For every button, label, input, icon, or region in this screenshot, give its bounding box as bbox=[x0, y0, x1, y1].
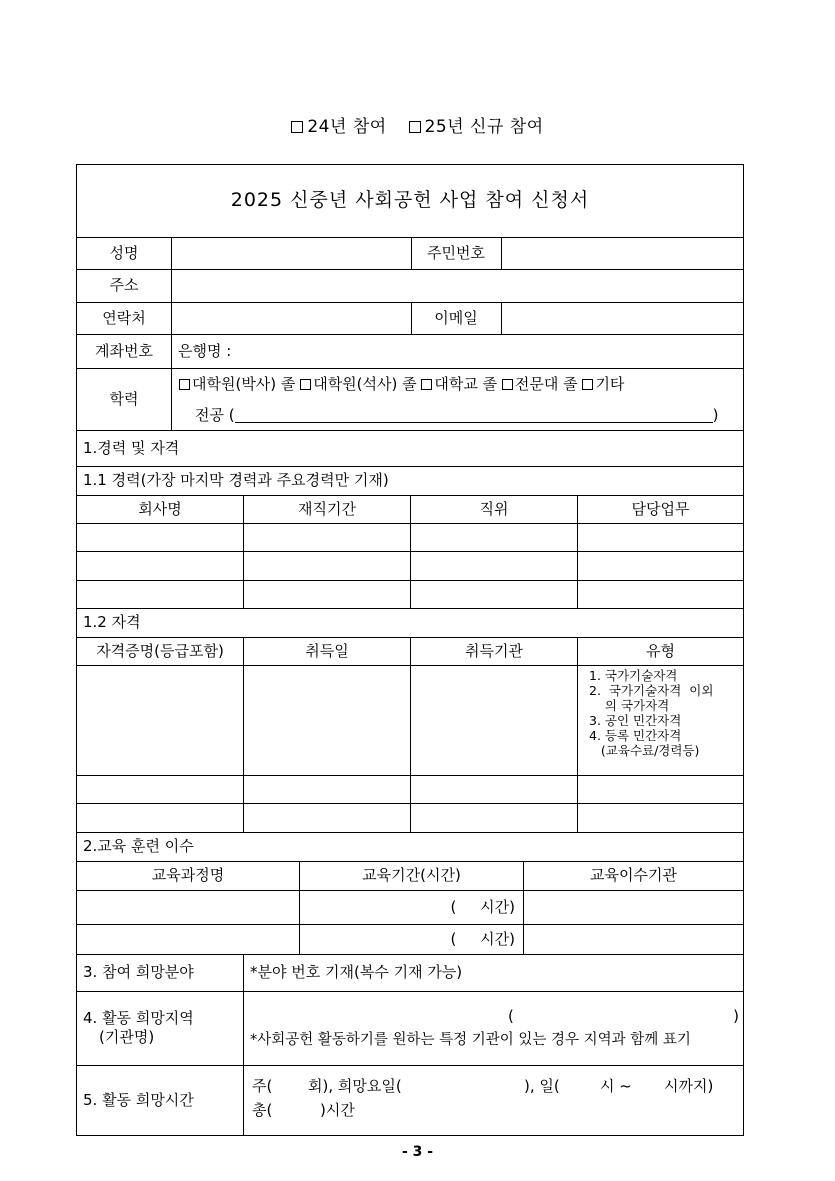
option-2024[interactable] bbox=[291, 112, 386, 137]
participation-options bbox=[0, 112, 835, 137]
contact-field[interactable] bbox=[172, 303, 411, 334]
email-label: 이메일 bbox=[434, 308, 478, 327]
time-from-label: 시 ~ bbox=[600, 1077, 632, 1095]
career-row[interactable] bbox=[77, 581, 743, 608]
time-total-open: 총( bbox=[252, 1101, 273, 1119]
edu-header-institute: 교육이수기관 bbox=[590, 866, 677, 885]
time-days-label: 회), 희망요일( bbox=[308, 1077, 402, 1095]
form-title: 2025 신중년 사회공헌 사업 참여 신청서 bbox=[230, 189, 590, 212]
type-item: 4. 등록 민간자격 bbox=[589, 728, 682, 743]
qual-header-date: 취득일 bbox=[305, 641, 349, 660]
qual-header-type: 유형 bbox=[646, 641, 675, 660]
qualification-type-list bbox=[589, 668, 739, 758]
region-note: *사회공헌 활동하기를 원하는 특정 기관이 있는 경우 지역과 함께 표기 bbox=[250, 1032, 691, 1048]
career-header-position: 직위 bbox=[479, 499, 509, 518]
desired-field-input[interactable]: *분야 번호 기재(복수 기재 가능) bbox=[250, 963, 463, 982]
desired-time-input[interactable] bbox=[244, 1065, 743, 1135]
page-number: - 3 - bbox=[401, 1144, 434, 1160]
account-label: 계좌번호 bbox=[95, 341, 153, 360]
address-field[interactable] bbox=[172, 270, 743, 302]
checkbox-icon[interactable] bbox=[291, 121, 303, 133]
edu-institute-field[interactable] bbox=[524, 925, 743, 954]
qual-header-issuer: 취득기관 bbox=[465, 641, 523, 660]
section1-title: 1.경력 및 자격 bbox=[83, 438, 180, 457]
career-title: 1.1 경력(가장 마지막 경력과 주요경력만 기재) bbox=[83, 471, 389, 490]
edu-option-university[interactable]: 대학교 졸 bbox=[421, 375, 497, 394]
qualification-row[interactable] bbox=[77, 666, 577, 775]
edu-header-period: 교육기간(시간) bbox=[362, 866, 461, 885]
type-item: 2. 국가기술자격 이외 bbox=[589, 683, 714, 698]
application-form bbox=[76, 164, 744, 1136]
type-item: (교육수료/경력등) bbox=[589, 743, 700, 758]
type-item: 3. 공인 민간자격 bbox=[589, 713, 682, 728]
qual-header-name: 자격증명(등급포함) bbox=[96, 641, 224, 660]
region-paren-close: ) bbox=[733, 1007, 739, 1025]
edu-institute-field[interactable] bbox=[524, 891, 743, 924]
name-label: 성명 bbox=[109, 243, 139, 262]
address-label: 주소 bbox=[109, 276, 139, 295]
email-field[interactable] bbox=[502, 303, 743, 334]
qualification-row[interactable] bbox=[77, 776, 743, 803]
time-total-close: )시간 bbox=[320, 1101, 355, 1119]
qualification-title: 1.2 자격 bbox=[83, 613, 141, 632]
education-label: 학력 bbox=[109, 389, 139, 408]
checkbox-icon[interactable] bbox=[300, 379, 311, 390]
edu-option-other[interactable]: 기타 bbox=[582, 375, 624, 394]
option-2025-label: 25년 신규 참여 bbox=[424, 117, 544, 137]
section5-label: 5. 활동 희망시간 bbox=[83, 1090, 194, 1109]
career-header-company: 회사명 bbox=[138, 499, 182, 518]
section4-label-line1: 4. 활동 희망지역 bbox=[83, 1009, 194, 1028]
option-2024-label: 24년 참여 bbox=[307, 117, 387, 137]
option-2025[interactable] bbox=[409, 112, 544, 137]
checkbox-icon[interactable] bbox=[179, 379, 190, 390]
career-row[interactable] bbox=[77, 524, 743, 551]
type-item: 의 국가자격 bbox=[589, 698, 670, 713]
id-number-field[interactable] bbox=[502, 238, 743, 269]
edu-option-phd[interactable]: 대학원(박사) 졸 bbox=[179, 375, 295, 394]
career-header-period: 재직기간 bbox=[298, 499, 356, 518]
career-row[interactable] bbox=[77, 552, 743, 580]
time-until-label: 시까지) bbox=[664, 1077, 714, 1095]
name-field[interactable] bbox=[172, 238, 411, 269]
edu-option-masters[interactable]: 대학원(석사) 졸 bbox=[300, 375, 416, 394]
checkbox-icon[interactable] bbox=[409, 121, 421, 133]
checkbox-icon[interactable] bbox=[502, 379, 513, 390]
education-options bbox=[179, 369, 743, 400]
desired-region-input[interactable] bbox=[244, 991, 743, 1065]
edu-header-course: 교육과정명 bbox=[151, 866, 225, 885]
edu-course-field[interactable] bbox=[77, 891, 299, 924]
career-header-duty: 담당업무 bbox=[631, 499, 690, 518]
time-hour-open: ), 일( bbox=[524, 1077, 560, 1095]
section4-label bbox=[77, 991, 243, 1065]
section4-label-line2: (기관명) bbox=[99, 1028, 155, 1046]
edu-hours-field[interactable]: ( 시간) bbox=[450, 898, 515, 917]
contact-label: 연락처 bbox=[102, 308, 146, 327]
checkbox-icon[interactable] bbox=[582, 379, 593, 390]
major-row bbox=[195, 400, 740, 430]
qualification-row[interactable] bbox=[77, 804, 743, 832]
section2-title: 2.교육 훈련 이수 bbox=[83, 837, 194, 856]
major-close: ) bbox=[712, 405, 719, 424]
major-field[interactable] bbox=[235, 407, 713, 423]
type-item: 1. 국가기술자격 bbox=[589, 668, 678, 683]
id-number-label: 주민번호 bbox=[427, 243, 485, 262]
edu-hours-field[interactable]: ( 시간) bbox=[450, 930, 515, 949]
region-paren-open: ( bbox=[508, 1007, 514, 1025]
time-week-open: 주( bbox=[252, 1077, 273, 1095]
major-label: 전공 ( bbox=[195, 405, 235, 424]
edu-course-field[interactable] bbox=[77, 925, 299, 954]
bank-name-field[interactable]: 은행명 : bbox=[178, 342, 232, 361]
edu-option-college[interactable]: 전문대 졸 bbox=[502, 375, 578, 394]
section3-label: 3. 참여 희망분야 bbox=[83, 963, 194, 982]
checkbox-icon[interactable] bbox=[421, 379, 432, 390]
